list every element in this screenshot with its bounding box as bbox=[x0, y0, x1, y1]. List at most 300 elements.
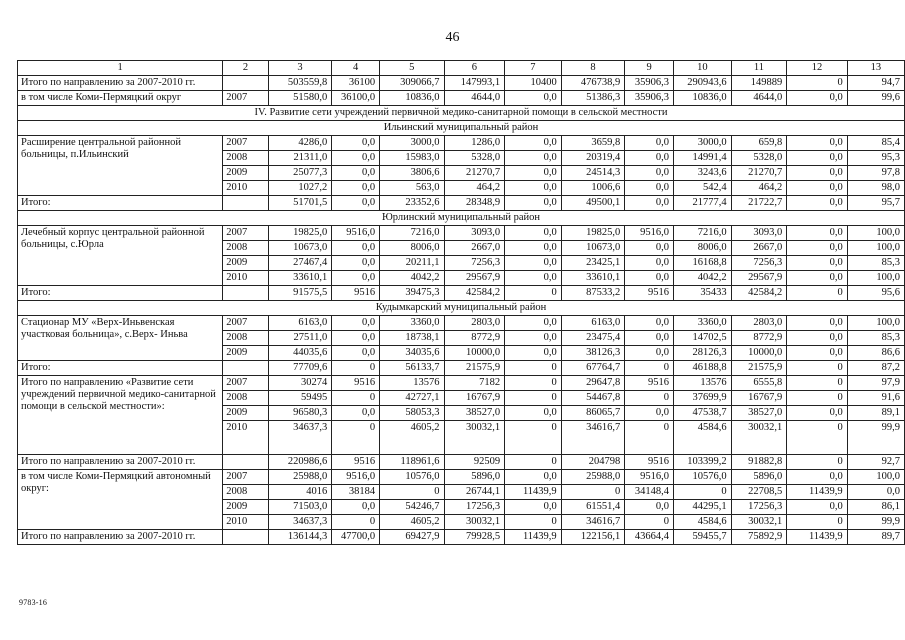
value-cell: 38527,0 bbox=[731, 406, 787, 421]
year-cell: 2007 bbox=[223, 91, 268, 106]
value-cell: 21311,0 bbox=[268, 151, 332, 166]
value-cell: 42584,2 bbox=[731, 286, 787, 301]
value-cell: 4286,0 bbox=[268, 136, 332, 151]
value-cell: 659,8 bbox=[731, 136, 787, 151]
value-cell: 85,4 bbox=[847, 136, 904, 151]
value-cell: 10400 bbox=[505, 76, 562, 91]
value-cell: 3000,0 bbox=[380, 136, 444, 151]
value-cell: 39475,3 bbox=[380, 286, 444, 301]
value-cell: 67764,7 bbox=[561, 361, 625, 376]
value-cell: 9516,0 bbox=[625, 470, 674, 485]
value-cell: 4644,0 bbox=[444, 91, 505, 106]
column-header: 9 bbox=[625, 61, 674, 76]
district-title-row bbox=[18, 211, 905, 226]
value-cell: 0 bbox=[332, 515, 380, 530]
value-cell: 0,0 bbox=[332, 346, 380, 361]
year-row bbox=[18, 226, 905, 241]
column-header: 3 bbox=[268, 61, 332, 76]
value-cell: 309066,7 bbox=[380, 76, 444, 91]
value-cell: 25988,0 bbox=[268, 470, 332, 485]
value-cell: 44295,1 bbox=[673, 500, 731, 515]
value-cell: 21777,4 bbox=[673, 196, 731, 211]
value-cell: 92,7 bbox=[847, 455, 904, 470]
value-cell: 20211,1 bbox=[380, 256, 444, 271]
value-cell: 0 bbox=[787, 376, 847, 391]
year-cell: 2009 bbox=[223, 346, 268, 361]
value-cell: 89,1 bbox=[847, 406, 904, 421]
value-cell: 0,0 bbox=[787, 91, 847, 106]
value-cell: 0 bbox=[332, 361, 380, 376]
value-cell: 0,0 bbox=[332, 331, 380, 346]
value-cell: 0,0 bbox=[625, 271, 674, 286]
value-cell: 0 bbox=[625, 515, 674, 530]
row-label: Итого по направлению за 2007-2010 гг. bbox=[18, 76, 223, 91]
value-cell: 21270,7 bbox=[731, 166, 787, 181]
value-cell: 0,0 bbox=[332, 166, 380, 181]
value-cell: 0,0 bbox=[787, 256, 847, 271]
value-cell: 0,0 bbox=[332, 500, 380, 515]
value-cell: 7256,3 bbox=[731, 256, 787, 271]
value-cell: 0,0 bbox=[625, 181, 674, 196]
value-cell: 4042,2 bbox=[380, 271, 444, 286]
value-cell: 0,0 bbox=[505, 331, 562, 346]
value-cell: 9516 bbox=[625, 455, 674, 470]
komi-name: в том числе Коми-Пермяцкий автономный округ: bbox=[18, 470, 223, 530]
value-cell: 8006,0 bbox=[380, 241, 444, 256]
value-cell: 29567,9 bbox=[444, 271, 505, 286]
value-cell: 0 bbox=[505, 455, 562, 470]
value-cell: 10576,0 bbox=[673, 470, 731, 485]
value-cell: 149889 bbox=[731, 76, 787, 91]
value-cell: 5328,0 bbox=[731, 151, 787, 166]
value-cell: 100,0 bbox=[847, 241, 904, 256]
total-label: Итого: bbox=[18, 196, 223, 211]
value-cell: 100,0 bbox=[847, 316, 904, 331]
value-cell: 0,0 bbox=[787, 136, 847, 151]
value-cell: 3360,0 bbox=[673, 316, 731, 331]
value-cell: 36100,0 bbox=[332, 91, 380, 106]
value-cell: 3093,0 bbox=[444, 226, 505, 241]
value-cell: 51580,0 bbox=[268, 91, 332, 106]
year-cell: 2008 bbox=[223, 241, 268, 256]
value-cell: 97,8 bbox=[847, 166, 904, 181]
year-row bbox=[18, 470, 905, 485]
value-cell: 10000,0 bbox=[444, 346, 505, 361]
value-cell: 0 bbox=[625, 421, 674, 455]
value-cell: 0,0 bbox=[505, 500, 562, 515]
year-cell: 2007 bbox=[223, 470, 268, 485]
value-cell: 220986,6 bbox=[268, 455, 332, 470]
year-cell bbox=[223, 455, 268, 470]
value-cell: 10836,0 bbox=[380, 91, 444, 106]
value-cell: 0,0 bbox=[332, 271, 380, 286]
year-row bbox=[18, 376, 905, 391]
total-label: Итого по направлению за 2007-2010 гг. bbox=[18, 455, 223, 470]
value-cell: 17256,3 bbox=[731, 500, 787, 515]
value-cell: 0,0 bbox=[847, 485, 904, 500]
value-cell: 4584,6 bbox=[673, 515, 731, 530]
column-header: 11 bbox=[731, 61, 787, 76]
value-cell: 16767,9 bbox=[444, 391, 505, 406]
value-cell: 10673,0 bbox=[561, 241, 625, 256]
value-cell: 0,0 bbox=[787, 181, 847, 196]
value-cell: 10673,0 bbox=[268, 241, 332, 256]
column-header: 5 bbox=[380, 61, 444, 76]
value-cell: 16168,8 bbox=[673, 256, 731, 271]
value-cell: 1286,0 bbox=[444, 136, 505, 151]
value-cell: 51701,5 bbox=[268, 196, 332, 211]
value-cell: 0,0 bbox=[332, 151, 380, 166]
total-label: Итого по направлению за 2007-2010 гг. bbox=[18, 530, 223, 545]
value-cell: 42584,2 bbox=[444, 286, 505, 301]
value-cell: 0,0 bbox=[625, 151, 674, 166]
value-cell: 0,0 bbox=[625, 331, 674, 346]
value-cell: 0,0 bbox=[787, 166, 847, 181]
value-cell: 0,0 bbox=[625, 166, 674, 181]
value-cell: 11439,9 bbox=[787, 530, 847, 545]
value-cell: 0,0 bbox=[625, 241, 674, 256]
value-cell: 75892,9 bbox=[731, 530, 787, 545]
column-header: 10 bbox=[673, 61, 731, 76]
value-cell: 29567,9 bbox=[731, 271, 787, 286]
value-cell: 0,0 bbox=[332, 241, 380, 256]
value-cell: 28348,9 bbox=[444, 196, 505, 211]
budget-table bbox=[17, 60, 905, 545]
year-cell: 2010 bbox=[223, 271, 268, 286]
value-cell: 71503,0 bbox=[268, 500, 332, 515]
value-cell: 0,0 bbox=[505, 346, 562, 361]
value-cell: 0,0 bbox=[332, 316, 380, 331]
year-cell bbox=[223, 530, 268, 545]
value-cell: 0,0 bbox=[332, 196, 380, 211]
value-cell: 0,0 bbox=[505, 470, 562, 485]
value-cell: 0 bbox=[561, 485, 625, 500]
value-cell: 96580,3 bbox=[268, 406, 332, 421]
value-cell: 14991,4 bbox=[673, 151, 731, 166]
value-cell: 86,6 bbox=[847, 346, 904, 361]
value-cell: 6163,0 bbox=[561, 316, 625, 331]
value-cell: 95,6 bbox=[847, 286, 904, 301]
value-cell: 69427,9 bbox=[380, 530, 444, 545]
value-cell: 25988,0 bbox=[561, 470, 625, 485]
value-cell: 7182 bbox=[444, 376, 505, 391]
value-cell: 3093,0 bbox=[731, 226, 787, 241]
page-number: 46 bbox=[445, 30, 460, 45]
value-cell: 0,0 bbox=[787, 406, 847, 421]
value-cell: 0,0 bbox=[787, 196, 847, 211]
value-cell: 0 bbox=[505, 515, 562, 530]
value-cell: 0,0 bbox=[787, 151, 847, 166]
value-cell: 5896,0 bbox=[731, 470, 787, 485]
district-title-row bbox=[18, 301, 905, 316]
value-cell: 0,0 bbox=[625, 316, 674, 331]
year-cell: 2007 bbox=[223, 316, 268, 331]
value-cell: 99,6 bbox=[847, 91, 904, 106]
value-cell: 0,0 bbox=[332, 256, 380, 271]
value-cell: 38184 bbox=[332, 485, 380, 500]
value-cell: 0,0 bbox=[787, 241, 847, 256]
value-cell: 47700,0 bbox=[332, 530, 380, 545]
year-cell: 2010 bbox=[223, 515, 268, 530]
value-cell: 95,7 bbox=[847, 196, 904, 211]
column-header: 2 bbox=[223, 61, 268, 76]
value-cell: 23352,6 bbox=[380, 196, 444, 211]
final-total-row bbox=[18, 530, 905, 545]
value-cell: 34148,4 bbox=[625, 485, 674, 500]
total-row bbox=[18, 455, 905, 470]
value-cell: 34616,7 bbox=[561, 515, 625, 530]
row-label: в том числе Коми-Пермяцкий округ bbox=[18, 91, 223, 106]
value-cell: 27511,0 bbox=[268, 331, 332, 346]
value-cell: 30032,1 bbox=[731, 421, 787, 455]
value-cell: 122156,1 bbox=[561, 530, 625, 545]
value-cell: 51386,3 bbox=[561, 91, 625, 106]
value-cell: 0,0 bbox=[505, 256, 562, 271]
value-cell: 0,0 bbox=[505, 406, 562, 421]
value-cell: 21575,9 bbox=[444, 361, 505, 376]
value-cell: 476738,9 bbox=[561, 76, 625, 91]
value-cell: 2667,0 bbox=[731, 241, 787, 256]
value-cell: 0,0 bbox=[332, 181, 380, 196]
value-cell: 54246,7 bbox=[380, 500, 444, 515]
value-cell: 0 bbox=[787, 421, 847, 455]
value-cell: 0,0 bbox=[787, 331, 847, 346]
value-cell: 464,2 bbox=[731, 181, 787, 196]
district-title: Ильинский муниципальный район bbox=[18, 121, 905, 136]
column-header: 12 bbox=[787, 61, 847, 76]
value-cell: 100,0 bbox=[847, 226, 904, 241]
value-cell: 30032,1 bbox=[444, 515, 505, 530]
project-name: Лечебный корпус центральной районной больницы, с.Юрла bbox=[18, 226, 223, 286]
value-cell: 0,0 bbox=[625, 500, 674, 515]
value-cell: 25077,3 bbox=[268, 166, 332, 181]
value-cell: 5328,0 bbox=[444, 151, 505, 166]
value-cell: 9516 bbox=[625, 286, 674, 301]
value-cell: 0,0 bbox=[625, 346, 674, 361]
value-cell: 0 bbox=[787, 286, 847, 301]
value-cell: 0 bbox=[787, 455, 847, 470]
value-cell: 30032,1 bbox=[731, 515, 787, 530]
value-cell: 38527,0 bbox=[444, 406, 505, 421]
value-cell: 0,0 bbox=[505, 91, 562, 106]
value-cell: 91,6 bbox=[847, 391, 904, 406]
value-cell: 36100 bbox=[332, 76, 380, 91]
value-cell: 0,0 bbox=[625, 406, 674, 421]
value-cell: 0 bbox=[787, 361, 847, 376]
value-cell: 10000,0 bbox=[731, 346, 787, 361]
column-header: 1 bbox=[18, 61, 223, 76]
value-cell: 13576 bbox=[673, 376, 731, 391]
year-cell: 2008 bbox=[223, 391, 268, 406]
value-cell: 92509 bbox=[444, 455, 505, 470]
value-cell: 0,0 bbox=[332, 406, 380, 421]
value-cell: 97,9 bbox=[847, 376, 904, 391]
value-cell: 33610,1 bbox=[268, 271, 332, 286]
value-cell: 43664,4 bbox=[625, 530, 674, 545]
value-cell: 54467,8 bbox=[561, 391, 625, 406]
value-cell: 0,0 bbox=[505, 151, 562, 166]
value-cell: 4016 bbox=[268, 485, 332, 500]
value-cell: 4605,2 bbox=[380, 515, 444, 530]
value-cell: 17256,3 bbox=[444, 500, 505, 515]
value-cell: 30032,1 bbox=[444, 421, 505, 455]
year-cell bbox=[223, 76, 268, 91]
value-cell: 34637,3 bbox=[268, 421, 332, 455]
value-cell: 94,7 bbox=[847, 76, 904, 91]
district-title: Юрлинский муниципальный район bbox=[18, 211, 905, 226]
value-cell: 4644,0 bbox=[731, 91, 787, 106]
value-cell: 4584,6 bbox=[673, 421, 731, 455]
value-cell: 46188,8 bbox=[673, 361, 731, 376]
total-label: Итого: bbox=[18, 286, 223, 301]
value-cell: 95,3 bbox=[847, 151, 904, 166]
value-cell: 26744,1 bbox=[444, 485, 505, 500]
value-cell: 99,9 bbox=[847, 515, 904, 530]
value-cell: 9516 bbox=[332, 376, 380, 391]
value-cell: 0,0 bbox=[787, 226, 847, 241]
summary-row bbox=[18, 76, 905, 91]
value-cell: 30274 bbox=[268, 376, 332, 391]
value-cell: 19825,0 bbox=[268, 226, 332, 241]
year-cell bbox=[223, 361, 268, 376]
value-cell: 44035,6 bbox=[268, 346, 332, 361]
value-cell: 9516 bbox=[625, 376, 674, 391]
value-cell: 3360,0 bbox=[380, 316, 444, 331]
year-cell bbox=[223, 286, 268, 301]
value-cell: 2667,0 bbox=[444, 241, 505, 256]
project-name: Расширение центральной районной больницы, п.Ильинский bbox=[18, 136, 223, 196]
value-cell: 22708,5 bbox=[731, 485, 787, 500]
value-cell: 6163,0 bbox=[268, 316, 332, 331]
value-cell: 59455,7 bbox=[673, 530, 731, 545]
value-cell: 0 bbox=[380, 485, 444, 500]
document-code: 9783-16 bbox=[19, 598, 48, 607]
value-cell: 0 bbox=[787, 391, 847, 406]
value-cell: 20319,4 bbox=[561, 151, 625, 166]
value-cell: 464,2 bbox=[444, 181, 505, 196]
value-cell: 11439,9 bbox=[787, 485, 847, 500]
value-cell: 11439,9 bbox=[505, 530, 562, 545]
value-cell: 89,7 bbox=[847, 530, 904, 545]
value-cell: 99,9 bbox=[847, 421, 904, 455]
value-cell: 21722,7 bbox=[731, 196, 787, 211]
value-cell: 0 bbox=[625, 391, 674, 406]
district-title-row bbox=[18, 121, 905, 136]
value-cell: 6555,8 bbox=[731, 376, 787, 391]
value-cell: 542,4 bbox=[673, 181, 731, 196]
value-cell: 8006,0 bbox=[673, 241, 731, 256]
value-cell: 0,0 bbox=[787, 316, 847, 331]
value-cell: 7256,3 bbox=[444, 256, 505, 271]
value-cell: 0,0 bbox=[505, 196, 562, 211]
value-cell: 14702,5 bbox=[673, 331, 731, 346]
value-cell: 147993,1 bbox=[444, 76, 505, 91]
year-cell: 2007 bbox=[223, 376, 268, 391]
value-cell: 0 bbox=[505, 421, 562, 455]
value-cell: 13576 bbox=[380, 376, 444, 391]
value-cell: 0 bbox=[505, 391, 562, 406]
project-name: Стационар МУ «Верх-Иньвенская участковая больница», с.Верх- Иньва bbox=[18, 316, 223, 361]
value-cell: 42727,1 bbox=[380, 391, 444, 406]
value-cell: 0,0 bbox=[505, 316, 562, 331]
value-cell: 563,0 bbox=[380, 181, 444, 196]
value-cell: 9516 bbox=[332, 286, 380, 301]
value-cell: 0,0 bbox=[625, 196, 674, 211]
value-cell: 16767,9 bbox=[731, 391, 787, 406]
year-row bbox=[18, 136, 905, 151]
header-row bbox=[18, 61, 905, 76]
value-cell: 3243,6 bbox=[673, 166, 731, 181]
value-cell: 86,1 bbox=[847, 500, 904, 515]
value-cell: 9516,0 bbox=[332, 470, 380, 485]
value-cell: 8772,9 bbox=[444, 331, 505, 346]
value-cell: 0 bbox=[673, 485, 731, 500]
column-header: 4 bbox=[332, 61, 380, 76]
value-cell: 118961,6 bbox=[380, 455, 444, 470]
value-cell: 7216,0 bbox=[673, 226, 731, 241]
value-cell: 19825,0 bbox=[561, 226, 625, 241]
summary-row bbox=[18, 91, 905, 106]
value-cell: 0,0 bbox=[625, 136, 674, 151]
value-cell: 79928,5 bbox=[444, 530, 505, 545]
value-cell: 1027,2 bbox=[268, 181, 332, 196]
value-cell: 0,0 bbox=[505, 166, 562, 181]
value-cell: 0 bbox=[505, 286, 562, 301]
value-cell: 0,0 bbox=[787, 500, 847, 515]
value-cell: 23425,1 bbox=[561, 256, 625, 271]
year-row bbox=[18, 316, 905, 331]
value-cell: 23475,4 bbox=[561, 331, 625, 346]
value-cell: 24514,3 bbox=[561, 166, 625, 181]
value-cell: 290943,6 bbox=[673, 76, 731, 91]
year-cell: 2007 bbox=[223, 136, 268, 151]
column-header: 6 bbox=[444, 61, 505, 76]
value-cell: 34616,7 bbox=[561, 421, 625, 455]
direction-name: Итого по направлению «Развитие сети учреждений первичной медико-санитарной помощи в сельской местности»: bbox=[18, 376, 223, 455]
total-label: Итого: bbox=[18, 361, 223, 376]
value-cell: 0,0 bbox=[625, 256, 674, 271]
year-cell: 2009 bbox=[223, 166, 268, 181]
section-row bbox=[18, 106, 905, 121]
value-cell: 56133,7 bbox=[380, 361, 444, 376]
value-cell: 0,0 bbox=[505, 271, 562, 286]
value-cell: 49500,1 bbox=[561, 196, 625, 211]
year-cell: 2008 bbox=[223, 151, 268, 166]
value-cell: 0 bbox=[505, 376, 562, 391]
value-cell: 27467,4 bbox=[268, 256, 332, 271]
value-cell: 47538,7 bbox=[673, 406, 731, 421]
year-cell: 2009 bbox=[223, 500, 268, 515]
year-cell: 2009 bbox=[223, 256, 268, 271]
total-row bbox=[18, 286, 905, 301]
value-cell: 4042,2 bbox=[673, 271, 731, 286]
total-row bbox=[18, 361, 905, 376]
value-cell: 91882,8 bbox=[731, 455, 787, 470]
value-cell: 100,0 bbox=[847, 470, 904, 485]
value-cell: 33610,1 bbox=[561, 271, 625, 286]
value-cell: 0 bbox=[505, 361, 562, 376]
value-cell: 0 bbox=[787, 76, 847, 91]
section-title: IV. Развитие сети учреждений первичной медико-санитарной помощи в сельской местности bbox=[18, 106, 905, 121]
column-header: 7 bbox=[505, 61, 562, 76]
value-cell: 85,3 bbox=[847, 331, 904, 346]
value-cell: 0 bbox=[787, 515, 847, 530]
value-cell: 0,0 bbox=[505, 181, 562, 196]
value-cell: 3806,6 bbox=[380, 166, 444, 181]
value-cell: 103399,2 bbox=[673, 455, 731, 470]
value-cell: 87,2 bbox=[847, 361, 904, 376]
value-cell: 0 bbox=[625, 361, 674, 376]
